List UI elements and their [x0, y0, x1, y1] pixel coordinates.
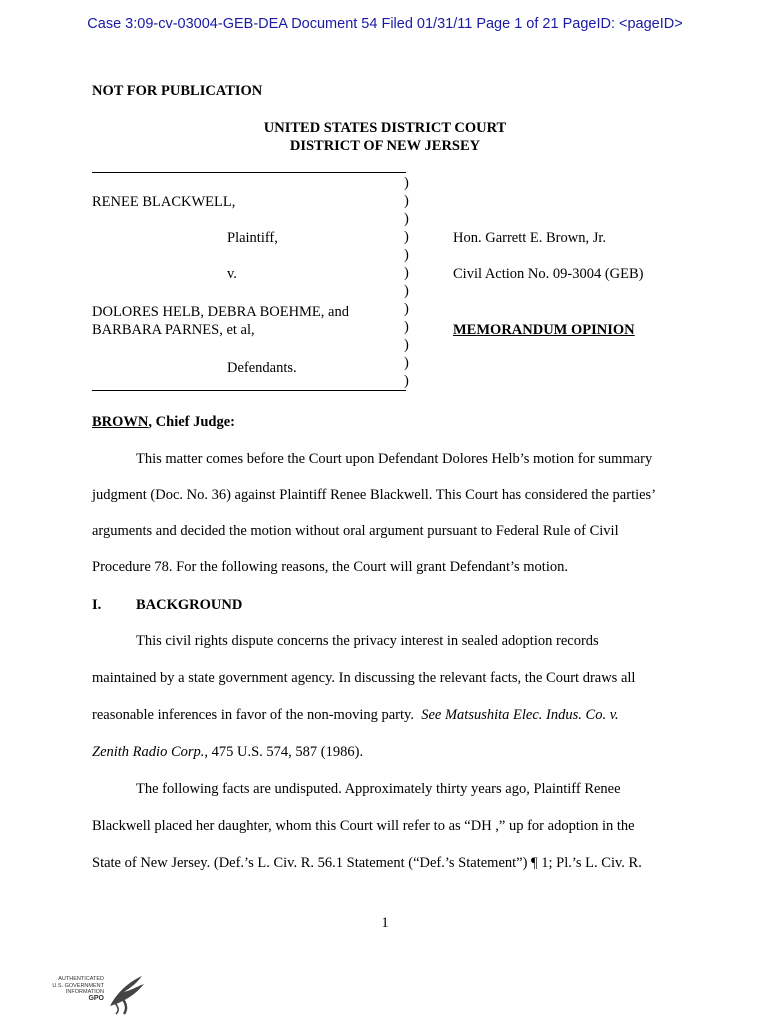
- background-line: Blackwell placed her daughter, whom this Court will refer to as “DH ,” up for adoption in the: [92, 818, 635, 834]
- defendants-role: Defendants.: [227, 360, 297, 376]
- paren: ): [404, 283, 409, 299]
- background-line: This civil rights dispute concerns the privacy interest in sealed adoption records: [136, 633, 599, 649]
- page-number: 1: [381, 915, 389, 931]
- plaintiff-role: Plaintiff,: [227, 230, 278, 246]
- gpo-logo-line: INFORMATION: [65, 989, 104, 995]
- background-line: The following facts are undisputed. Approximately thirty years ago, Plaintiff Renee: [136, 781, 621, 797]
- intro-line: arguments and decided the motion without oral argument pursuant to Federal Rule of Civil: [92, 523, 619, 539]
- versus: v.: [227, 266, 237, 282]
- paren: ): [404, 175, 409, 191]
- court-name: UNITED STATES DISTRICT COURT: [263, 120, 507, 136]
- caption-bottom-rule: [92, 390, 406, 391]
- defendants-line1: DOLORES HELB, DEBRA BOEHME, and: [92, 304, 349, 320]
- case-header: Case 3:09-cv-03004-GEB-DEA Document 54 Filed 01/31/11 Page 1 of 21 PageID: <pageID>: [87, 16, 683, 32]
- paren: ): [404, 355, 409, 371]
- eagle-icon: [102, 972, 148, 1016]
- intro-line: This matter comes before the Court upon Defendant Dolores Helb’s motion for summary: [136, 451, 653, 467]
- background-line: maintained by a state government agency. In discussing the relevant facts, the Court draws all: [92, 670, 636, 686]
- paren: ): [404, 373, 409, 389]
- gpo-authenticated-logo: [40, 972, 150, 1016]
- paren: ): [404, 301, 409, 317]
- gpo-logo-text: [40, 976, 104, 1002]
- paren: ): [404, 337, 409, 353]
- paren: ): [404, 229, 409, 245]
- section-title: BACKGROUND: [136, 597, 243, 613]
- defendants-line2: BARBARA PARNES, et al,: [92, 322, 255, 338]
- gpo-logo-line: GPO: [88, 994, 104, 1002]
- judge-name: Hon. Garrett E. Brown, Jr.: [453, 230, 607, 246]
- author-line: [92, 414, 235, 431]
- paren: ): [404, 247, 409, 263]
- civil-action-number: Civil Action No. 09-3004 (GEB): [453, 266, 644, 282]
- paren: ): [404, 319, 409, 335]
- author-title: , Chief Judge:: [148, 414, 236, 430]
- author-name: BROWN: [92, 414, 149, 430]
- court-district: DISTRICT OF NEW JERSEY: [289, 138, 481, 154]
- section-number: I.: [92, 597, 102, 613]
- case-citation: See Matsushita Elec. Indus. Co. v.: [421, 707, 619, 723]
- intro-line: Procedure 78. For the following reasons, the Court will grant Defendant’s motion.: [92, 559, 568, 575]
- background-line: [92, 707, 619, 724]
- case-citation: Zenith Radio Corp.: [92, 744, 205, 760]
- plaintiff-name: RENEE BLACKWELL,: [92, 194, 236, 210]
- paren: ): [404, 193, 409, 209]
- background-line: [92, 744, 363, 761]
- citation-reporter: , 475 U.S. 574, 587 (1986).: [204, 744, 364, 760]
- paren: ): [404, 211, 409, 227]
- background-text: reasonable inferences in favor of the non-moving party.: [92, 707, 422, 723]
- gpo-logo-line: AUTHENTICATED: [58, 976, 104, 982]
- caption-top-rule: [92, 172, 406, 173]
- intro-line: judgment (Doc. No. 36) against Plaintiff Renee Blackwell. This Court has considered the parties’: [92, 487, 657, 503]
- opinion-title: MEMORANDUM OPINION: [453, 322, 635, 338]
- not-for-publication: NOT FOR PUBLICATION: [92, 83, 263, 99]
- gpo-logo-line: U.S. GOVERNMENT: [52, 982, 104, 989]
- paren: ): [404, 265, 409, 281]
- background-line: State of New Jersey. (Def.’s L. Civ. R. 56.1 Statement (“Def.’s Statement”) ¶ 1; Pl.’s L. Civ. R.: [92, 855, 642, 871]
